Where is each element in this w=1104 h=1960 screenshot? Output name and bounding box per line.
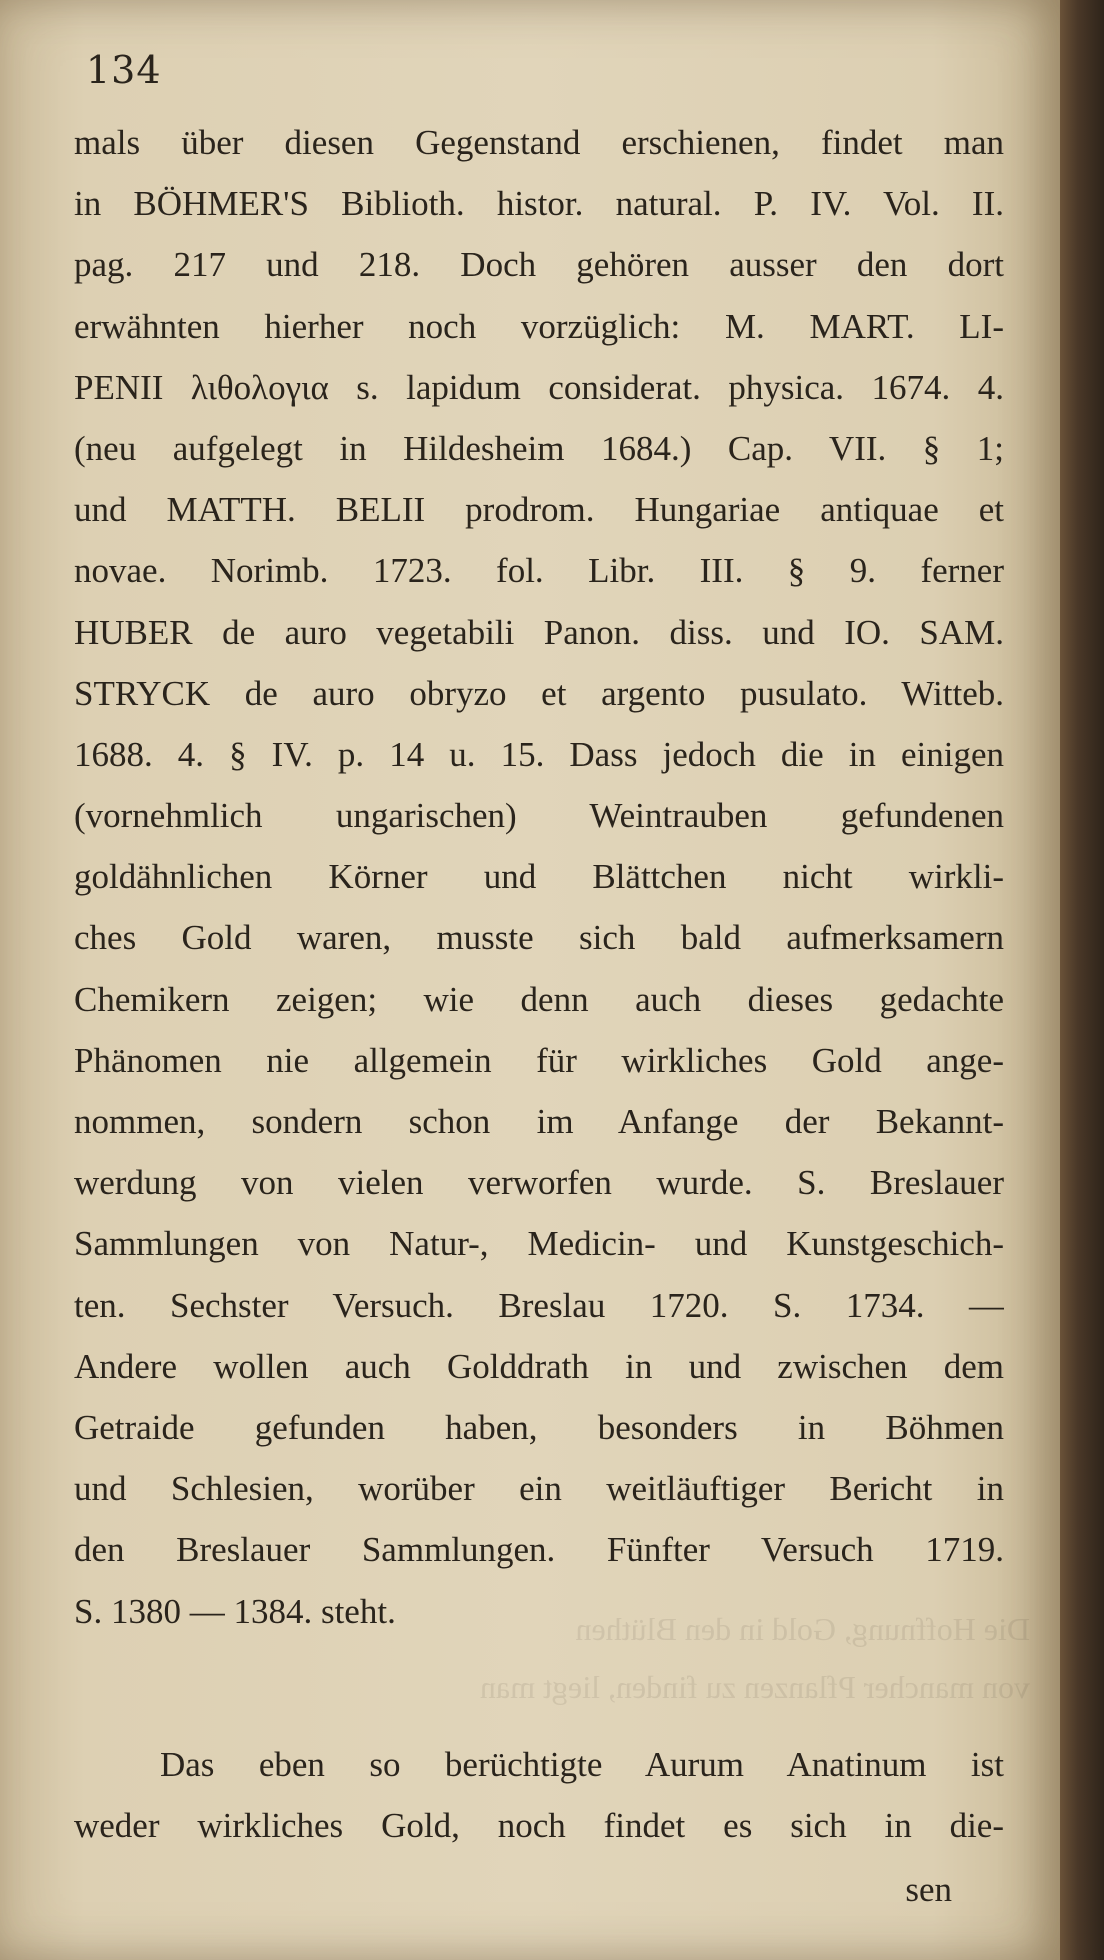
paragraph-start-line: Das eben so berüchtigte Aurum Anatinum ist <box>160 1744 1004 1784</box>
text-line: STRYCK de auro obryzo et argento pusulato. Witteb. <box>74 673 1004 713</box>
text-line: ches Gold waren, musste sich bald aufmerksamern <box>74 918 1004 958</box>
text-line: Chemikern zeigen; wie denn auch dieses gedachte <box>74 979 1004 1019</box>
text-line: Sammlungen von Natur-, Medicin- und Kunstgeschich- <box>74 1224 1004 1264</box>
text-line: Getraide gefunden haben, besonders in Böhmen <box>74 1407 1004 1447</box>
text-line: goldähnlichen Körner und Blättchen nicht wirkli- <box>74 857 1004 897</box>
text-line: mals über diesen Gegenstand erschienen, findet man <box>74 123 1004 162</box>
bleed-through-text: Die Hoffnung, Gold in den Blüthen von mancher Pflanzen zu finden, liegt man <box>479 1611 1030 1705</box>
body-text <box>74 112 1004 1856</box>
text-line: weder wirkliches Gold, noch findet es sich in die- <box>74 1805 1004 1845</box>
text-line: S. 1380 — 1384. steht. <box>74 1591 396 1631</box>
text-line: werdung von vielen verworfen wurde. S. Breslauer <box>74 1163 1004 1203</box>
page-number: 134 <box>86 48 162 92</box>
text-line: novae. Norimb. 1723. fol. Libr. III. § 9. ferner <box>74 551 1004 591</box>
text-line: ten. Sechster Versuch. Breslau 1720. S. 1734. — <box>74 1285 1004 1325</box>
text-line: 1688. 4. § IV. p. 14 u. 15. Dass jedoch die in einigen <box>74 734 1004 774</box>
book-page-edge <box>1060 0 1104 1960</box>
text-line: den Breslauer Sammlungen. Fünfter Versuch 1719. <box>74 1530 1004 1570</box>
text-line: nommen, sondern schon im Anfange der Bekannt- <box>74 1102 1004 1141</box>
text-line: und Schlesien, worüber ein weitläuftiger Bericht in <box>74 1469 1004 1509</box>
text-line: (neu aufgelegt in Hildesheim 1684.) Cap. VII. § 1; <box>74 428 1004 468</box>
catchword: sen <box>905 1870 952 1909</box>
text-line: erwähnten hierher noch vorzüglich: M. MART. LI- <box>74 306 1004 346</box>
text-line: (vornehmlich ungarischen) Weintrauben gefundenen <box>74 796 1004 836</box>
text-line: PENII λιθολογια s. lapidum considerat. physica. 1674. 4. <box>74 367 1004 407</box>
text-line: Andere wollen auch Golddrath in und zwischen dem <box>74 1346 1004 1386</box>
text-line: HUBER de auro vegetabili Panon. diss. und IO. SAM. <box>74 612 1004 652</box>
paragraph-gap <box>74 1642 1004 1734</box>
text-line: pag. 217 und 218. Doch gehören ausser den dort <box>74 245 1004 285</box>
text-line: in BÖHMER'S Biblioth. histor. natural. P. IV. Vol. II. <box>74 184 1004 224</box>
text-line: Phänomen nie allgemein für wirkliches Gold ange- <box>74 1040 1004 1080</box>
text-line: und MATTH. BELII prodrom. Hungariae antiquae et <box>74 490 1004 530</box>
